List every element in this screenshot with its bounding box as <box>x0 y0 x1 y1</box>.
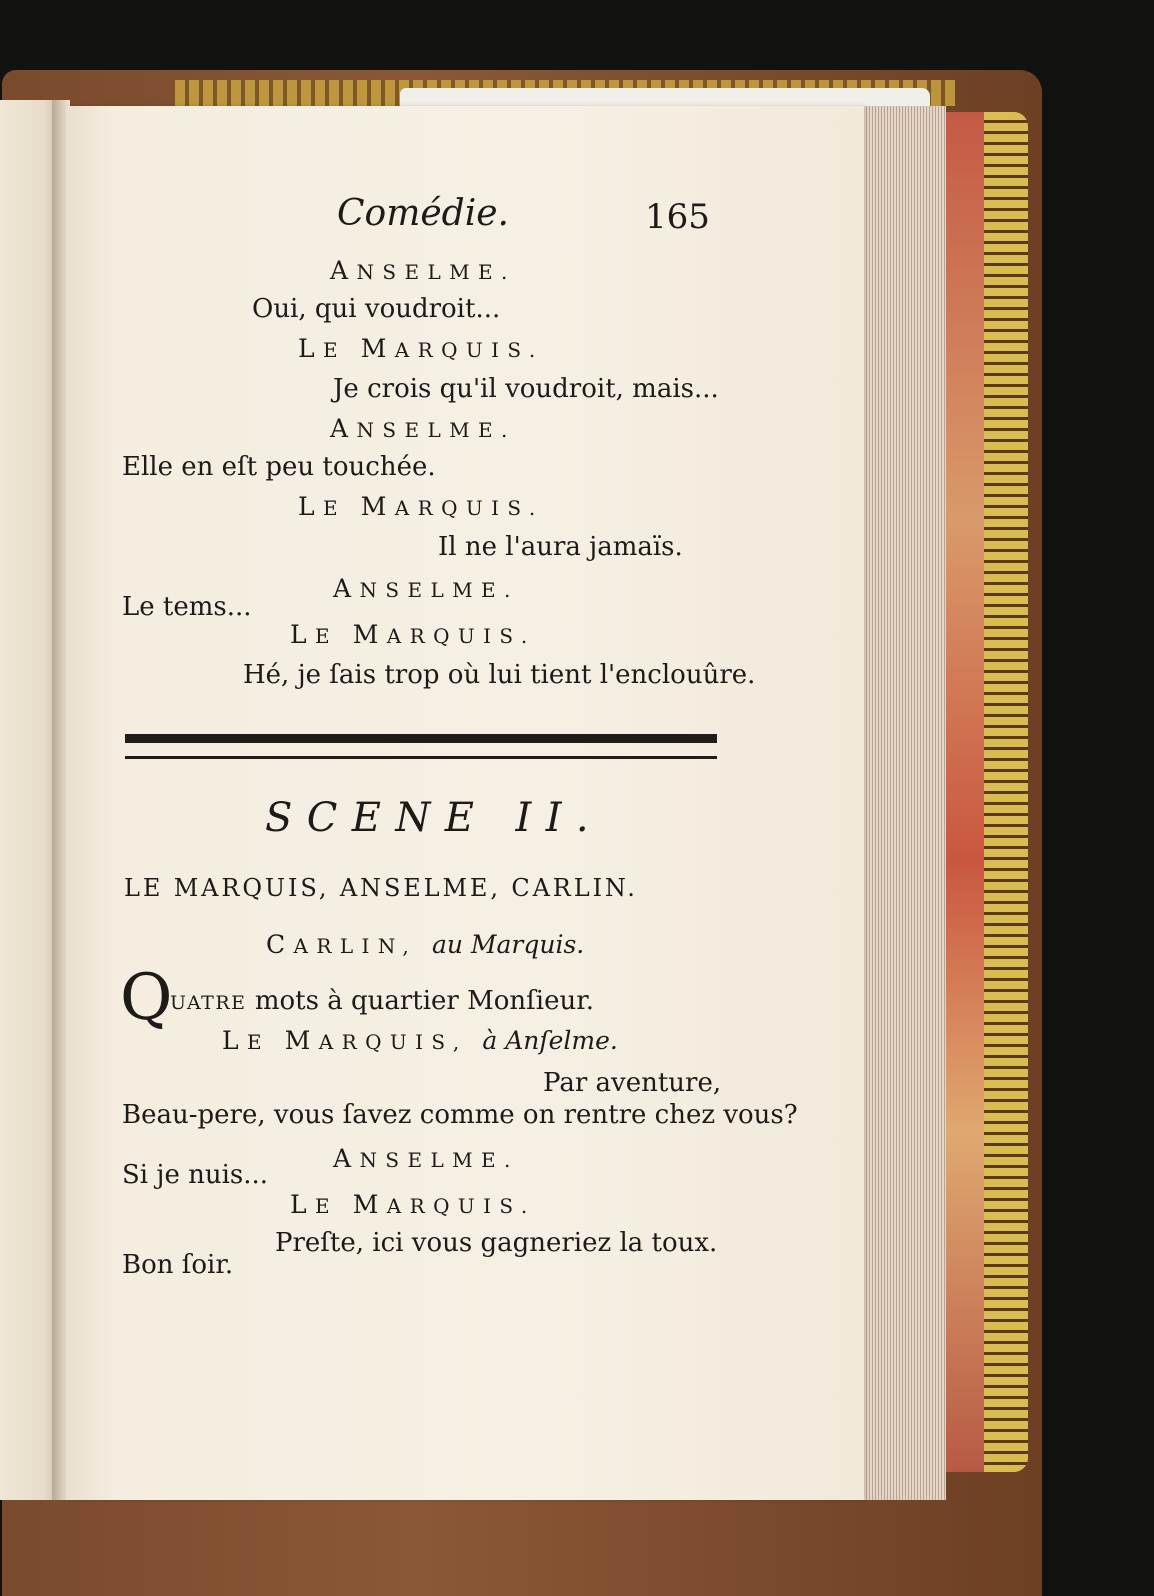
speaker-carlin: CARLIN, au Marquis. <box>266 930 585 959</box>
verse-line: Oui, qui voudroit... <box>252 294 501 324</box>
speaker-anselme: ANSELME. <box>333 1144 519 1173</box>
page-block-edges <box>864 106 946 1500</box>
drop-cap: Q <box>120 961 173 1035</box>
speaker-anselme: ANSELME. <box>330 256 516 285</box>
verse-line: Beau-pere, vous ſavez comme on rentre chez vous? <box>122 1100 798 1130</box>
speaker-le-marquis: LE MARQUIS. <box>290 620 536 649</box>
speaker-anselme: ANSELME. <box>333 574 519 603</box>
speaker-le-marquis: LE MARQUIS. <box>298 334 544 363</box>
scene-title: SCENE II. <box>265 795 604 841</box>
running-head: Comédie. <box>337 193 509 234</box>
verse-line: Par aventure, <box>543 1068 722 1098</box>
verse-line: Hé, je ſais trop où lui tient l'enclouûre. <box>243 660 756 690</box>
verse-line: Il ne l'aura jamaïs. <box>438 532 683 562</box>
section-rule-thin <box>125 756 717 759</box>
speaker-anselme: ANSELME. <box>330 414 516 443</box>
speaker-le-marquis: LE MARQUIS. <box>290 1190 536 1219</box>
verse-line: UATRE mots à quartier Monſieur. <box>170 986 595 1016</box>
bookmark-slip <box>400 88 930 108</box>
marbled-fore-edge <box>946 112 988 1472</box>
verse-line: Bon ſoir. <box>122 1250 234 1280</box>
gilded-spine <box>984 112 1028 1472</box>
verse-line: Preſte, ici vous gagneriez la toux. <box>275 1228 718 1258</box>
verse-line: Si je nuis... <box>122 1160 269 1190</box>
verse-line: Je crois qu'il voudroit, mais... <box>333 374 719 404</box>
speaker-le-marquis: LE MARQUIS, à Anſelme. <box>222 1026 618 1055</box>
page-number: 165 <box>645 197 710 237</box>
scene-characters: LE MARQUIS, ANSELME, CARLIN. <box>124 874 638 902</box>
section-rule-thick <box>125 734 717 743</box>
verse-line: Le tems... <box>122 592 252 622</box>
speaker-le-marquis: LE MARQUIS. <box>298 492 544 521</box>
verse-line: Elle en eſt peu touchée. <box>122 452 436 482</box>
